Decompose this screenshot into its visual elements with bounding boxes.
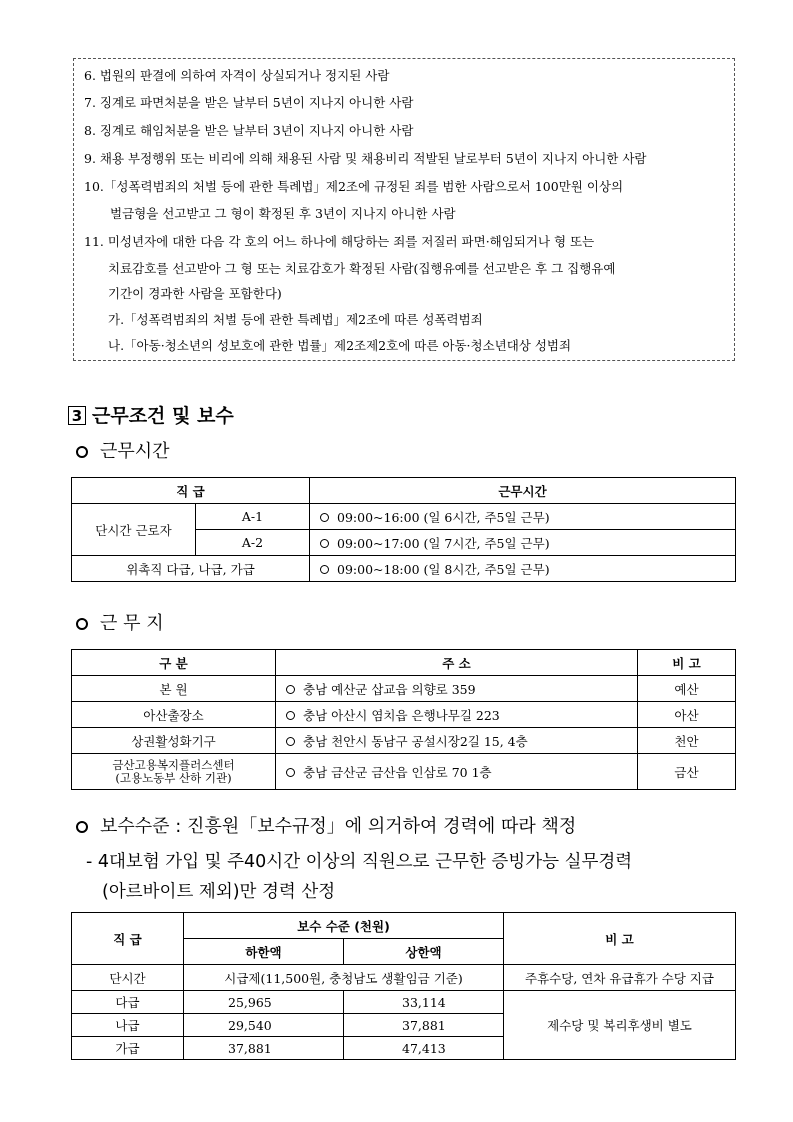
eligibility-item-8: 8. 징계로 해임처분을 받은 날부터 3년이 지나지 아니한 사람 bbox=[84, 123, 414, 138]
col-grade: 직 급 bbox=[72, 478, 310, 504]
eligibility-item-11-ga: 가.「성폭력범죄의 처벌 등에 관한 특례법」제2조에 따른 성폭력범죄 bbox=[108, 312, 483, 327]
allowance-note: 제수당 및 복리후생비 별도 bbox=[504, 991, 736, 1060]
circle-bullet-icon bbox=[286, 737, 295, 746]
circle-bullet-icon bbox=[286, 711, 295, 720]
hours-a2: 09:00~17:00 (일 7시간, 주5일 근무) bbox=[310, 530, 736, 556]
col-level: 보수 수준 (천원) bbox=[184, 913, 504, 939]
col-addr: 주 소 bbox=[276, 650, 638, 676]
table-row: 가급 37,881 47,413 bbox=[72, 1037, 736, 1060]
circle-bullet-icon bbox=[320, 565, 329, 574]
grade-commissioned: 위촉직 다급, 나급, 가급 bbox=[72, 556, 310, 582]
table-row: 단시간 시급제(11,500원, 충청남도 생활임금 기준) 주휴수당, 연차 유급휴가 수당 지급 bbox=[72, 965, 736, 991]
eligibility-item-11-cont2: 기간이 경과한 사람을 포함한다) bbox=[108, 286, 282, 301]
circle-bullet-icon bbox=[320, 513, 329, 522]
salary-note-1: - 4대보험 가입 및 주40시간 이상의 직원으로 근무한 증빙가능 실무경력 bbox=[86, 852, 633, 872]
locations-table bbox=[71, 649, 736, 790]
eligibility-box bbox=[73, 58, 735, 361]
table-row: 상권활성화기구 충남 천안시 동남구 공설시장2길 15, 4층 천안 bbox=[72, 728, 736, 754]
col-hours: 근무시간 bbox=[310, 478, 736, 504]
eligibility-item-11-na: 나.「아동·청소년의 성보호에 관한 법률」제2조제2호에 따른 아동·청소년대상 성범죄 bbox=[108, 338, 572, 353]
col-grade: 직 급 bbox=[72, 913, 184, 965]
section-heading bbox=[68, 401, 234, 428]
table-row: 아산출장소 충남 아산시 염치읍 은행나무길 223 아산 bbox=[72, 702, 736, 728]
grade-a1: A-1 bbox=[196, 504, 310, 530]
col-max: 상한액 bbox=[344, 939, 504, 965]
eligibility-item-10-cont: 벌금형을 선고받고 그 형이 확정된 후 3년이 지나지 아니한 사람 bbox=[110, 206, 456, 221]
eligibility-item-9: 9. 채용 부정행위 또는 비리에 의해 채용된 사람 및 채용비리 적발된 날로부터 5년이 지나지 아니한 사람 bbox=[84, 151, 647, 166]
circle-bullet-icon bbox=[76, 618, 88, 630]
salary-note-2: (아르바이트 제외)만 경력 산정 bbox=[102, 882, 336, 902]
eligibility-item-11-cont1: 치료감호를 선고받아 그 형 또는 치료감호가 확정된 사람(집행유예를 선고받은 후 그 집행유예 bbox=[108, 261, 616, 276]
eligibility-item-11: 11. 미성년자에 대한 다음 각 호의 어느 하나에 해당하는 죄를 저질러 파면·해임되거나 형 또는 bbox=[84, 234, 595, 249]
col-min: 하한액 bbox=[184, 939, 344, 965]
circle-bullet-icon bbox=[286, 768, 295, 777]
circle-bullet-icon bbox=[286, 685, 295, 694]
circle-bullet-icon bbox=[320, 539, 329, 548]
work-hours-table bbox=[71, 477, 736, 582]
hours-commissioned: 09:00~18:00 (일 8시간, 주5일 근무) bbox=[310, 556, 736, 582]
eligibility-item-7: 7. 징계로 파면처분을 받은 날부터 5년이 지나지 아니한 사람 bbox=[84, 95, 414, 110]
eligibility-item-10: 10.「성폭력범죄의 처벌 등에 관한 특례법」제2조에 규정된 죄를 범한 사람으로서 100만원 이상의 bbox=[84, 179, 624, 194]
locations-heading: 근 무 지 bbox=[76, 609, 164, 635]
col-div: 구 분 bbox=[72, 650, 276, 676]
table-row: 본 원 충남 예산군 삽교읍 의향로 359 예산 bbox=[72, 676, 736, 702]
salary-table bbox=[71, 912, 736, 1060]
circle-bullet-icon bbox=[76, 821, 88, 833]
section-number: 3 bbox=[68, 406, 86, 425]
salary-heading: 보수수준 : 진흥원「보수규정」에 의거하여 경력에 따라 책정 bbox=[76, 812, 576, 838]
table-row: 나급 29,540 37,881 bbox=[72, 1014, 736, 1037]
col-note: 비 고 bbox=[638, 650, 736, 676]
eligibility-item-6: 6. 법원의 판결에 의하여 자격이 상실되거나 정지된 사람 bbox=[84, 68, 390, 83]
hours-a1: 09:00~16:00 (일 6시간, 주5일 근무) bbox=[310, 504, 736, 530]
table-row: 금산고용복지플러스센터 (고용노동부 산하 기관) 충남 금산군 금산읍 인삼로 70 1층 금산 bbox=[72, 754, 736, 790]
grade-a2: A-2 bbox=[196, 530, 310, 556]
part-time-label: 단시간 근로자 bbox=[72, 504, 196, 556]
section-title: 근무조건 및 보수 bbox=[92, 405, 234, 427]
table-row: 다급 25,965 33,114 제수당 및 복리후생비 별도 bbox=[72, 991, 736, 1014]
work-hours-heading: 근무시간 bbox=[76, 437, 170, 463]
col-note: 비 고 bbox=[504, 913, 736, 965]
circle-bullet-icon bbox=[76, 446, 88, 458]
